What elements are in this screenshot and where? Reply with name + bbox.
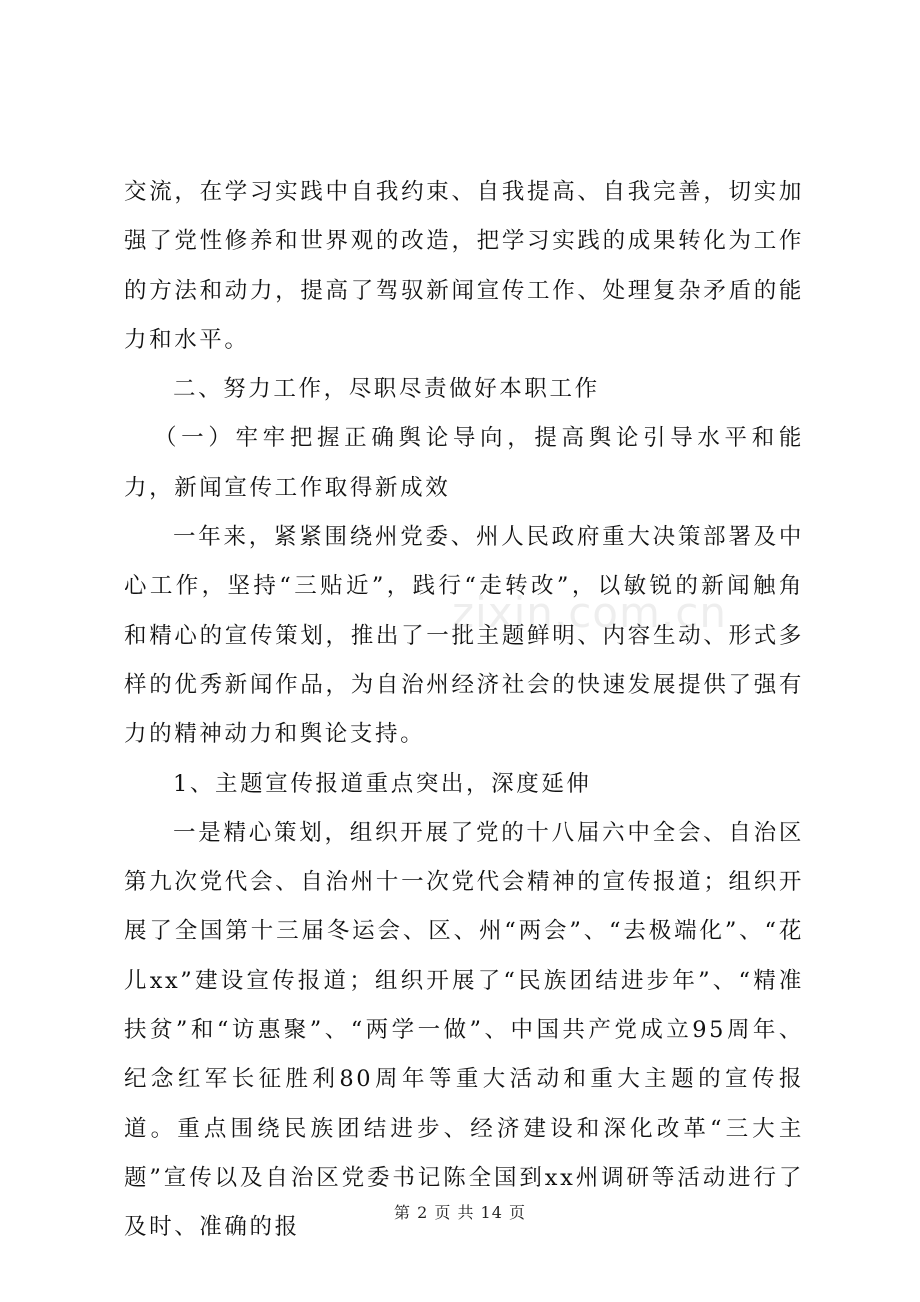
- paragraph-summary: 一年来，紧紧围绕州党委、州人民政府重大决策部署及中心工作，坚持“三贴近”，践行“走转改”，以敏锐的新闻触角和精心的宣传策划，推出了一批主题鲜明、内容生动、形式多样的优秀新闻作品，为自治州经济社会的快速发展提供了强有力的精神动力和舆论支持。: [124, 524, 804, 748]
- item-heading-1: 1、主题宣传报道重点突出，深度延伸: [173, 770, 592, 797]
- page-footer: 第 2 页 共 14 页: [394, 1203, 526, 1222]
- subsection-heading-1: （一）牢牢把握正确舆论导向，提高舆论引导水平和能力，新闻宣传工作取得新成效: [124, 425, 804, 501]
- paragraph-continuation: 交流，在学习实践中自我约束、自我提高、自我完善，切实加强了党性修养和世界观的改造，把学习实践的成果转化为工作的方法和动力，提高了驾驭新闻宣传工作、处理复杂矛盾的能力和水平。: [124, 179, 804, 353]
- watermark: zixin.com.cn: [452, 588, 727, 637]
- body-text: [124, 168, 804, 1253]
- paragraph-item-1: 一是精心策划，组织开展了党的十八届六中全会、自治区第九次党代会、自治州十一次党代会精神的宣传报道；组织开展了全国第十三届冬运会、区、州“两会”、“去极端化”、“花儿xx”建设宣传报道；组织开展了“民族团结进步年”、“精准扶贫”和“访惠聚”、“两学一做”、中国共产党成立95周年、纪念红军长征胜利80周年等重大活动和重大主题的宣传报道。重点围绕民族团结进步、经济建设和深化改革“三大主题”宣传以及自治区党委书记陈全国到xx州调研等活动进行了及时、准确的报: [124, 819, 804, 1241]
- section-heading-2: 二、努力工作，尽职尽责做好本职工作: [173, 376, 600, 403]
